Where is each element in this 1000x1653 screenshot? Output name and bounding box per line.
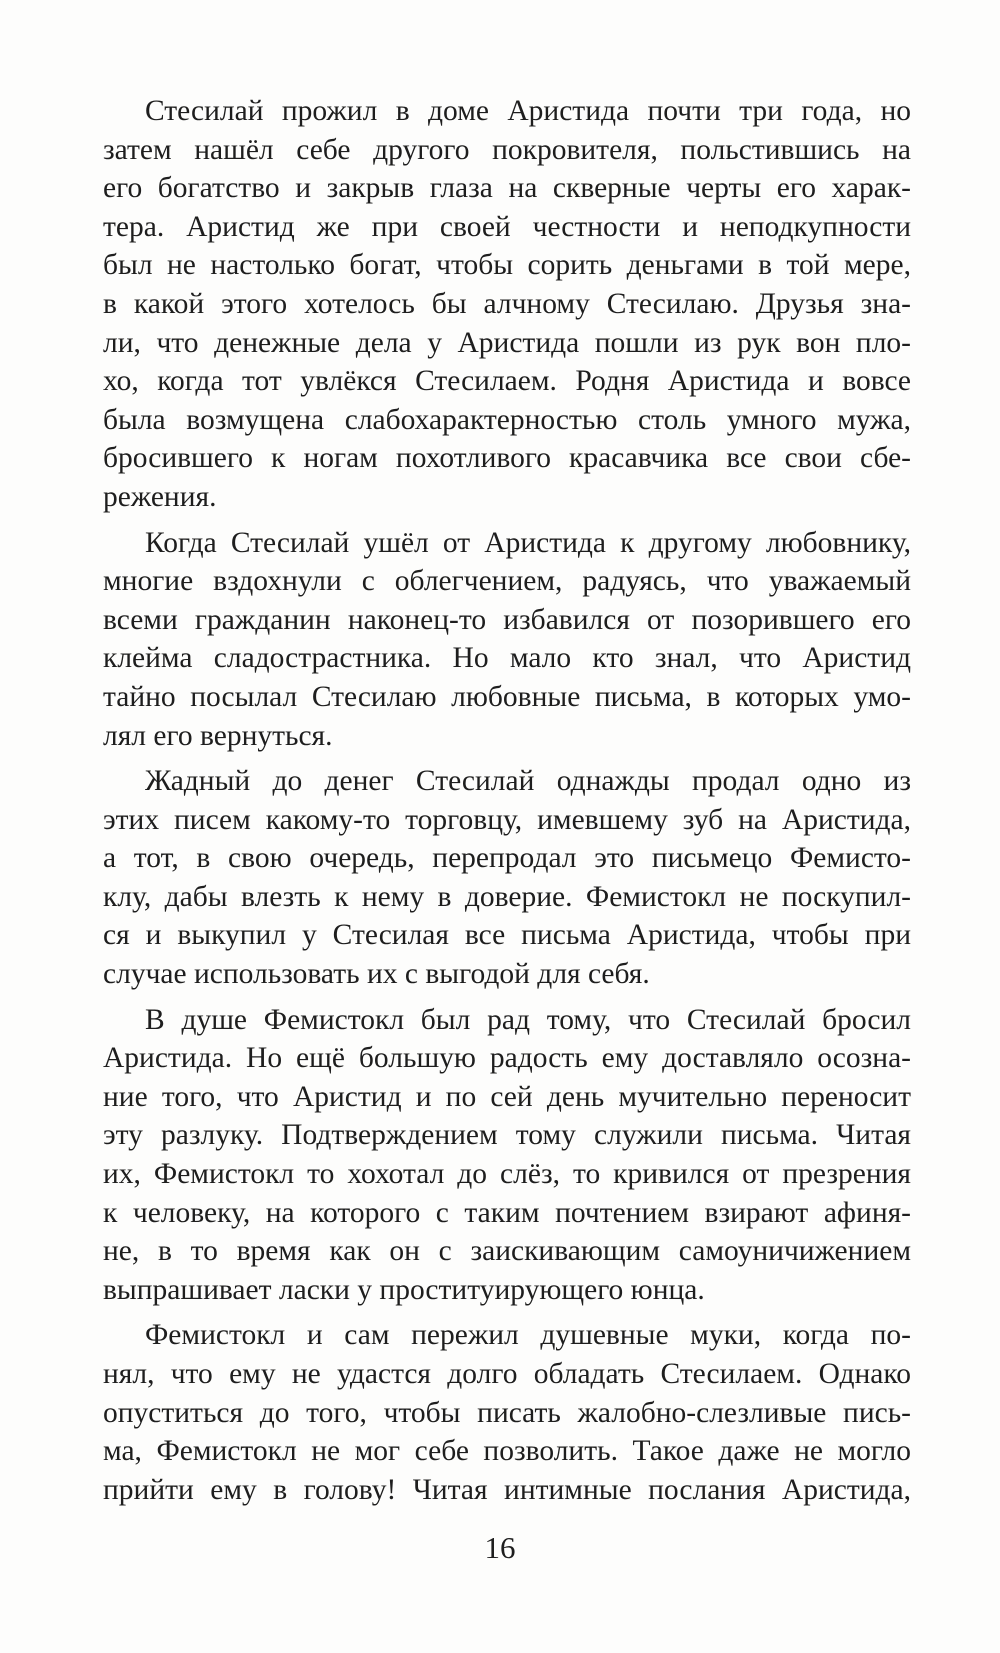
text-line: в какой этого хотелось бы алчному Стесилаю. Друзья зна- bbox=[103, 287, 911, 320]
text-line: многие вздохнули с облегчением, радуясь, что уважаемый bbox=[103, 565, 911, 598]
text-line: Когда Стесилай ушёл от Аристида к другому любовнику, bbox=[145, 526, 911, 559]
text-line: ся и выкупил у Стесилая все письма Аристида, чтобы при bbox=[103, 919, 911, 952]
text-line: лял его вернуться. bbox=[103, 719, 333, 752]
text-line: этих писем какому-то торговцу, имевшему зуб на Аристида, bbox=[103, 803, 911, 836]
text-line: его богатство и закрыв глаза на скверные черты его харак- bbox=[103, 172, 911, 205]
text-line: прийти ему в голову! Читая интимные послания Аристида, bbox=[103, 1473, 911, 1506]
text-line: выпрашивает ласки у проституирующего юнца. bbox=[103, 1273, 705, 1306]
text-line: ли, что денежные дела у Аристида пошли из рук вон пло- bbox=[103, 326, 911, 359]
text-line: всеми гражданин наконец-то избавился от позорившего его bbox=[103, 603, 911, 636]
text-line: затем нашёл себе другого покровителя, польстившись на bbox=[103, 133, 911, 166]
text-line: бросившего к ногам похотливого красавчика все свои сбе- bbox=[103, 442, 911, 475]
text-line: клейма сладострастника. Но мало кто знал, что Аристид bbox=[103, 642, 911, 675]
text-line: клу, дабы влезть к нему в доверие. Фемистокл не поскупил- bbox=[103, 880, 911, 913]
text-line: тера. Аристид же при своей честности и неподкупности bbox=[103, 210, 911, 243]
text-line: а тот, в свою очередь, перепродал это письмецо Фемисто- bbox=[103, 842, 911, 875]
text-line: случае использовать их с выгодой для себя. bbox=[103, 958, 650, 991]
text-line: к человеку, на которого с таким почтением взирают афиня- bbox=[103, 1196, 911, 1229]
paragraph-gap bbox=[103, 1309, 911, 1316]
text-line: Фемистокл и сам пережил душевные муки, когда по- bbox=[145, 1319, 911, 1352]
text-line: была возмущена слабохарактерностью столь умного мужа, bbox=[103, 403, 911, 436]
page-number: 16 bbox=[484, 1530, 516, 1565]
text-line: В душе Фемистокл был рад тому, что Стесилай бросил bbox=[145, 1003, 911, 1036]
text-line: был не настолько богат, чтобы сорить деньгами в той мере, bbox=[103, 249, 911, 282]
text-line: не, в то время как он с заискивающим самоуничижением bbox=[103, 1235, 911, 1268]
text-line: хо, когда тот увлёкся Стесилаем. Родня Аристида и вовсе bbox=[103, 365, 911, 398]
text-line: режения. bbox=[103, 480, 217, 513]
text-line: эту разлуку. Подтверждением тому служили письма. Читая bbox=[103, 1119, 911, 1152]
text-line: ма, Фемистокл не мог себе позволить. Такое даже не могло bbox=[103, 1435, 911, 1468]
text-line: нял, что ему не удастся долго обладать Стесилаем. Однако bbox=[103, 1358, 911, 1390]
text-line: Стесилай прожил в доме Аристида почти три года, но bbox=[145, 95, 911, 127]
paragraph-gap bbox=[103, 517, 911, 524]
text-line: опуститься до того, чтобы писать жалобно-слезливые пись- bbox=[103, 1396, 911, 1429]
text-line: ние того, что Аристид и по сей день мучительно переносит bbox=[103, 1080, 911, 1113]
body-text bbox=[103, 92, 911, 1509]
text-line: Аристида. Но ещё большую радость ему доставляло осозна- bbox=[103, 1042, 911, 1075]
text-line: Жадный до денег Стесилай однажды продал одно из bbox=[145, 765, 911, 798]
paragraph-gap bbox=[103, 994, 911, 1001]
text-line: тайно посылал Стесилаю любовные письма, в которых умо- bbox=[103, 680, 911, 713]
paragraph-gap bbox=[103, 755, 911, 762]
text-line: их, Фемистокл то хохотал до слёз, то кривился от презрения bbox=[103, 1158, 911, 1191]
